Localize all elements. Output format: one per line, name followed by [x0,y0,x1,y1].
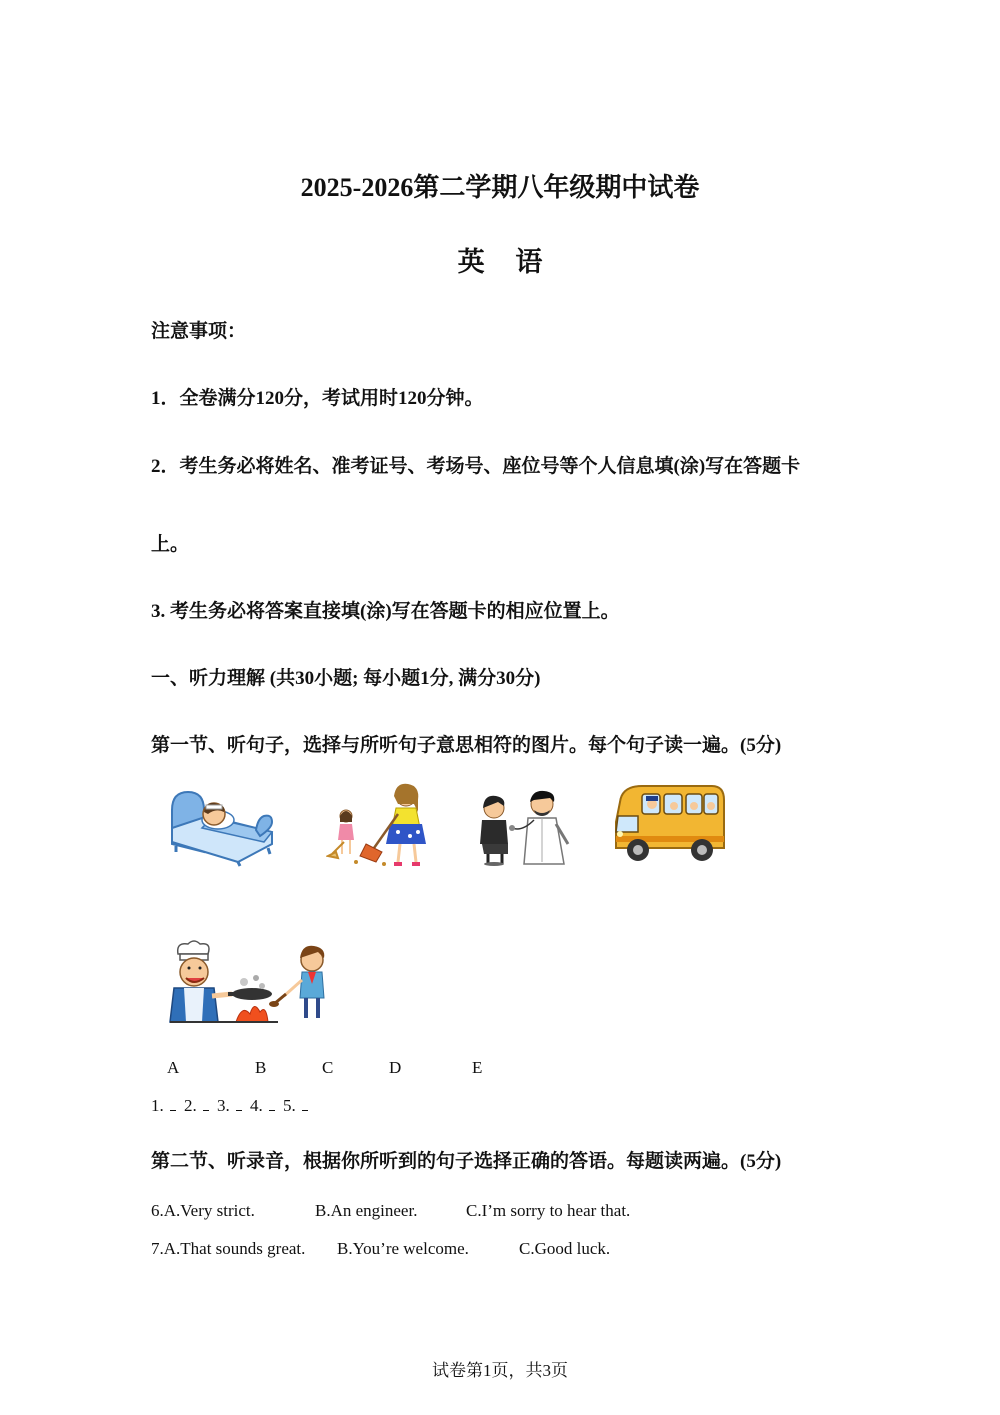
answer-blank-4[interactable] [269,1100,275,1111]
q6-option-b: B.An engineer. [315,1201,418,1220]
answer-blanks-row [151,1096,312,1116]
notice-item-2-cont: 上。 [151,534,190,555]
answer-number-1: 1. [151,1096,164,1115]
exam-subject: 英 语 [457,247,555,277]
q7-option-b: B.You’re welcome. [337,1239,469,1258]
q6-option-c: C.I’m sorry to hear that. [466,1201,631,1220]
notice-item-1: 1．全卷满分120分，考试用时120分钟。 [151,388,484,409]
part1-heading: 一、听力理解 (共30小题; 每小题1分, 满分30分) [151,668,541,689]
section2-heading: 第二节、听录音，根据你所听到的句子选择正确的答语。每题读两遍。(5分) [151,1151,782,1172]
exam-title: 2025-2026第二学期八年级期中试卷 [300,173,700,202]
answer-blank-2[interactable] [203,1100,209,1111]
picture-label-b: B [255,1058,267,1077]
answer-number-2: 2. [184,1096,197,1115]
notice-item-2: 2．考生务必将姓名、准考证号、考场号、座位号等个人信息填(涂)写在答题卡 [151,456,801,477]
q7-option-a: 7.A.That sounds great. [151,1239,306,1258]
school-bus-icon [612,782,728,866]
answer-blank-3[interactable] [236,1100,242,1111]
notice-heading: 注意事项： [151,321,247,342]
answer-number-3: 3. [217,1096,230,1115]
picture-label-e: E [472,1058,483,1077]
section1-heading: 第一节、听句子，选择与所听句子意思相符的图片。每个句子读一遍。(5分) [151,735,782,756]
doctor-examining-patient-icon [472,788,570,868]
sick-boy-in-bed-icon [168,782,276,868]
chef-cooking-icon [166,938,332,1028]
q7-option-c: C.Good luck. [519,1239,611,1258]
page-footer: 试卷第1页，共3页 [432,1361,568,1380]
notice-item-3: 3. 考生务必将答案直接填(涂)写在答题卡的相应位置上。 [151,601,620,622]
answer-number-5: 5. [283,1096,296,1115]
girl-sweeping-floor-icon [326,782,426,868]
q6-option-a: 6.A.Very strict. [151,1201,255,1220]
answer-blank-5[interactable] [302,1100,308,1111]
picture-label-c: C [322,1058,334,1077]
answer-blank-1[interactable] [170,1100,176,1111]
picture-label-d: D [389,1058,402,1077]
picture-label-a: A [167,1058,180,1077]
answer-number-4: 4. [250,1096,263,1115]
